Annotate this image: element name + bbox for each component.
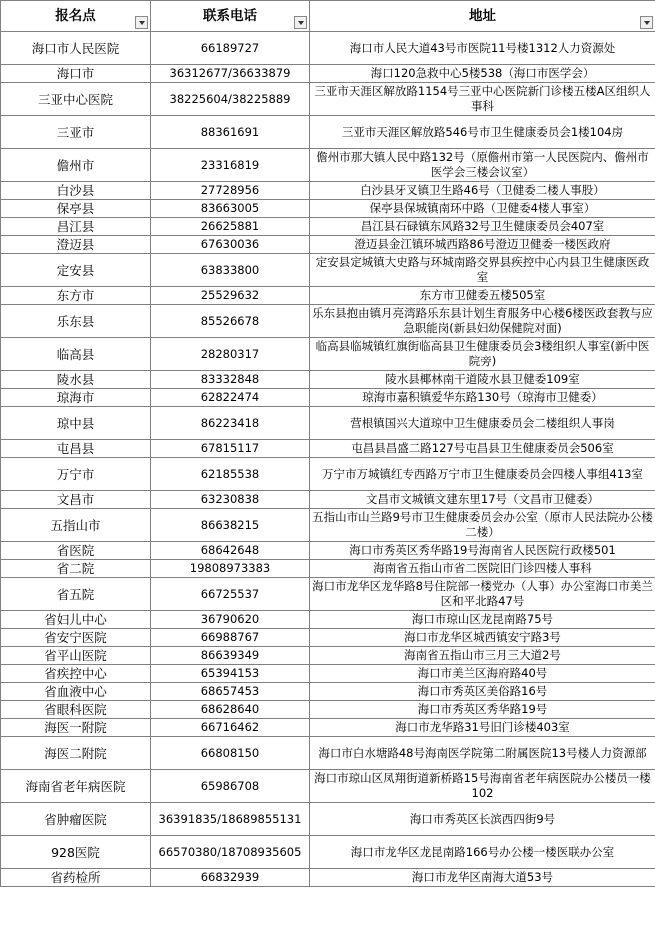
phone-cell: 66716462 bbox=[151, 719, 310, 737]
address-cell: 白沙县牙叉镇卫生路46号（卫健委二楼人事股） bbox=[310, 182, 655, 200]
phone-cell: 88361691 bbox=[151, 116, 310, 149]
address-cell: 临高县临城镇红旗街临高县卫生健康委员会3楼组织人事室(新中医院旁) bbox=[310, 338, 655, 371]
address-cell: 保亭县保城镇南环中路（卫健委4楼人事室） bbox=[310, 200, 655, 218]
header-address bbox=[310, 1, 655, 32]
table-row bbox=[1, 200, 655, 218]
name-cell: 省五院 bbox=[1, 578, 151, 611]
name-cell: 白沙县 bbox=[1, 182, 151, 200]
name-cell: 屯昌县 bbox=[1, 440, 151, 458]
address-cell: 陵水县椰林南干道陵水县卫健委109室 bbox=[310, 371, 655, 389]
phone-cell: 25529632 bbox=[151, 287, 310, 305]
address-cell: 海口120急救中心5楼538（海口市医学会） bbox=[310, 65, 655, 83]
address-cell: 三亚市天涯区解放路1154号三亚中心医院新门诊楼五楼A区组织人事科 bbox=[310, 83, 655, 116]
table-row bbox=[1, 701, 655, 719]
address-cell: 海口市人民大道43号市医院11号楼1312人力资源处 bbox=[310, 32, 655, 65]
address-cell: 海口市美兰区海府路40号 bbox=[310, 665, 655, 683]
name-cell: 儋州市 bbox=[1, 149, 151, 182]
name-cell: 海南省老年病医院 bbox=[1, 770, 151, 803]
phone-cell: 36391835/18689855131 bbox=[151, 803, 310, 836]
table-row bbox=[1, 683, 655, 701]
address-cell: 营根镇国兴大道琼中卫生健康委员会二楼组织人事岗 bbox=[310, 407, 655, 440]
name-cell: 海医二附院 bbox=[1, 737, 151, 770]
phone-cell: 36312677/36633879 bbox=[151, 65, 310, 83]
name-cell: 东方市 bbox=[1, 287, 151, 305]
table-row bbox=[1, 737, 655, 770]
name-cell: 省疾控中心 bbox=[1, 665, 151, 683]
phone-cell: 66189727 bbox=[151, 32, 310, 65]
table-row bbox=[1, 491, 655, 509]
table-row bbox=[1, 647, 655, 665]
table-row bbox=[1, 803, 655, 836]
table-row bbox=[1, 83, 655, 116]
address-cell: 三亚市天涯区解放路546号市卫生健康委员会1楼104房 bbox=[310, 116, 655, 149]
phone-cell: 26625881 bbox=[151, 218, 310, 236]
phone-cell: 66988767 bbox=[151, 629, 310, 647]
phone-cell: 66832939 bbox=[151, 869, 310, 887]
name-cell: 省药检所 bbox=[1, 869, 151, 887]
address-cell: 海口市龙华区南海大道53号 bbox=[310, 869, 655, 887]
name-cell: 琼中县 bbox=[1, 407, 151, 440]
header-address-label: 地址 bbox=[469, 7, 496, 24]
name-cell: 省眼科医院 bbox=[1, 701, 151, 719]
name-cell: 文昌市 bbox=[1, 491, 151, 509]
table-row bbox=[1, 560, 655, 578]
phone-cell: 23316819 bbox=[151, 149, 310, 182]
table-row bbox=[1, 509, 655, 542]
name-cell: 省血液中心 bbox=[1, 683, 151, 701]
address-cell: 海南省五指山市省二医院旧门诊四楼人事科 bbox=[310, 560, 655, 578]
name-cell: 陵水县 bbox=[1, 371, 151, 389]
name-cell: 省妇儿中心 bbox=[1, 611, 151, 629]
address-cell: 定安县定城镇大史路与环城南路交界县疾控中心内县卫生健康医政室 bbox=[310, 254, 655, 287]
phone-cell: 63230838 bbox=[151, 491, 310, 509]
header-name bbox=[1, 1, 151, 32]
address-cell: 昌江县石碌镇东风路32号卫生健康委员会407室 bbox=[310, 218, 655, 236]
address-cell: 海口市秀英区秀华路19号 bbox=[310, 701, 655, 719]
table-row bbox=[1, 149, 655, 182]
header-phone-label: 联系电话 bbox=[203, 7, 257, 24]
phone-cell: 62822474 bbox=[151, 389, 310, 407]
address-cell: 海口市龙华路31号旧门诊楼403室 bbox=[310, 719, 655, 737]
address-cell: 屯昌县昌盛二路127号屯昌县卫生健康委员会506室 bbox=[310, 440, 655, 458]
address-cell: 海口市龙华区龙华路8号住院部一楼党办（人事）办公室海口市美兰区和平北路47号 bbox=[310, 578, 655, 611]
phone-cell: 66808150 bbox=[151, 737, 310, 770]
table-row bbox=[1, 65, 655, 83]
table-body bbox=[1, 32, 655, 887]
table-row bbox=[1, 389, 655, 407]
address-cell: 海口市秀英区长滨西四街9号 bbox=[310, 803, 655, 836]
phone-cell: 67630036 bbox=[151, 236, 310, 254]
address-cell: 乐东县抱由镇月亮湾路乐东县计划生育服务中心楼6楼医政套教与应急职能岗(新县妇幼保健院对面) bbox=[310, 305, 655, 338]
name-cell: 省医院 bbox=[1, 542, 151, 560]
phone-cell: 86638215 bbox=[151, 509, 310, 542]
phone-cell: 38225604/38225889 bbox=[151, 83, 310, 116]
address-cell: 海南省五指山市三月三大道2号 bbox=[310, 647, 655, 665]
name-cell: 保亭县 bbox=[1, 200, 151, 218]
table-row bbox=[1, 371, 655, 389]
table-row bbox=[1, 407, 655, 440]
table-row bbox=[1, 338, 655, 371]
table-row bbox=[1, 440, 655, 458]
address-cell: 海口市琼山区龙昆南路75号 bbox=[310, 611, 655, 629]
header-phone bbox=[151, 1, 310, 32]
name-cell: 定安县 bbox=[1, 254, 151, 287]
header-name-label: 报名点 bbox=[55, 7, 96, 24]
address-cell: 文昌市文城镇文建东里17号（文昌市卫健委） bbox=[310, 491, 655, 509]
name-cell: 乐东县 bbox=[1, 305, 151, 338]
phone-cell: 19808973383 bbox=[151, 560, 310, 578]
table-row bbox=[1, 719, 655, 737]
table-row bbox=[1, 611, 655, 629]
name-cell: 三亚市 bbox=[1, 116, 151, 149]
phone-cell: 28280317 bbox=[151, 338, 310, 371]
table-row bbox=[1, 836, 655, 869]
phone-cell: 68628640 bbox=[151, 701, 310, 719]
name-cell: 临高县 bbox=[1, 338, 151, 371]
table-row bbox=[1, 869, 655, 887]
phone-cell: 68642648 bbox=[151, 542, 310, 560]
name-cell: 海医一附院 bbox=[1, 719, 151, 737]
address-cell: 海口市秀英区秀华路19号海南省人民医院行政楼501 bbox=[310, 542, 655, 560]
table-row bbox=[1, 182, 655, 200]
table-row bbox=[1, 116, 655, 149]
name-cell: 省安宁医院 bbox=[1, 629, 151, 647]
table-row bbox=[1, 770, 655, 803]
name-cell: 万宁市 bbox=[1, 458, 151, 491]
name-cell: 五指山市 bbox=[1, 509, 151, 542]
address-cell: 海口市龙华区城西镇安宁路3号 bbox=[310, 629, 655, 647]
name-cell: 澄迈县 bbox=[1, 236, 151, 254]
table-row bbox=[1, 236, 655, 254]
name-cell: 省平山医院 bbox=[1, 647, 151, 665]
phone-cell: 62185538 bbox=[151, 458, 310, 491]
table-row bbox=[1, 665, 655, 683]
table-row bbox=[1, 254, 655, 287]
phone-cell: 83663005 bbox=[151, 200, 310, 218]
phone-cell: 27728956 bbox=[151, 182, 310, 200]
address-cell: 海口市白水塘路48号海南医学院第二附属医院13号楼人力资源部 bbox=[310, 737, 655, 770]
address-cell: 澄迈县金江镇环城西路86号澄迈卫健委一楼医政府 bbox=[310, 236, 655, 254]
name-cell: 昌江县 bbox=[1, 218, 151, 236]
table-row bbox=[1, 578, 655, 611]
name-cell: 海口市人民医院 bbox=[1, 32, 151, 65]
name-cell: 三亚中心医院 bbox=[1, 83, 151, 116]
phone-cell: 36790620 bbox=[151, 611, 310, 629]
table-row bbox=[1, 218, 655, 236]
table-row bbox=[1, 32, 655, 65]
table-row bbox=[1, 542, 655, 560]
phone-cell: 85526678 bbox=[151, 305, 310, 338]
filter-dropdown-icon[interactable] bbox=[294, 16, 307, 29]
address-cell: 海口市秀英区美俗路16号 bbox=[310, 683, 655, 701]
phone-cell: 67815117 bbox=[151, 440, 310, 458]
name-cell: 琼海市 bbox=[1, 389, 151, 407]
name-cell: 928医院 bbox=[1, 836, 151, 869]
address-cell: 琼海市嘉积镇爱华东路130号（琼海市卫健委） bbox=[310, 389, 655, 407]
name-cell: 省肿瘤医院 bbox=[1, 803, 151, 836]
address-cell: 东方市卫健委五楼505室 bbox=[310, 287, 655, 305]
phone-cell: 65986708 bbox=[151, 770, 310, 803]
table-row bbox=[1, 458, 655, 491]
address-cell: 海口市琼山区凤翔街道新桥路15号海南省老年病医院办公楼员一楼102 bbox=[310, 770, 655, 803]
filter-dropdown-icon[interactable] bbox=[640, 16, 653, 29]
name-cell: 海口市 bbox=[1, 65, 151, 83]
phone-cell: 86223418 bbox=[151, 407, 310, 440]
phone-cell: 63833800 bbox=[151, 254, 310, 287]
address-cell: 儋州市那大镇人民中路132号（原儋州市第一人民医院内、儋州市医学会三楼会议室） bbox=[310, 149, 655, 182]
table-row bbox=[1, 305, 655, 338]
phone-cell: 66570380/18708935605 bbox=[151, 836, 310, 869]
address-cell: 五指山市山兰路9号市卫生健康委员会办公室（原市人民法院办公楼二楼） bbox=[310, 509, 655, 542]
filter-dropdown-icon[interactable] bbox=[135, 16, 148, 29]
table-row bbox=[1, 287, 655, 305]
phone-cell: 68657453 bbox=[151, 683, 310, 701]
phone-cell: 83332848 bbox=[151, 371, 310, 389]
address-cell: 海口市龙华区龙昆南路166号办公楼一楼医联办公室 bbox=[310, 836, 655, 869]
header-row bbox=[1, 1, 655, 32]
table-row bbox=[1, 629, 655, 647]
phone-cell: 66725537 bbox=[151, 578, 310, 611]
address-cell: 万宁市万城镇红专西路万宁市卫生健康委员会四楼人事组413室 bbox=[310, 458, 655, 491]
phone-cell: 86639349 bbox=[151, 647, 310, 665]
name-cell: 省二院 bbox=[1, 560, 151, 578]
phone-cell: 65394153 bbox=[151, 665, 310, 683]
